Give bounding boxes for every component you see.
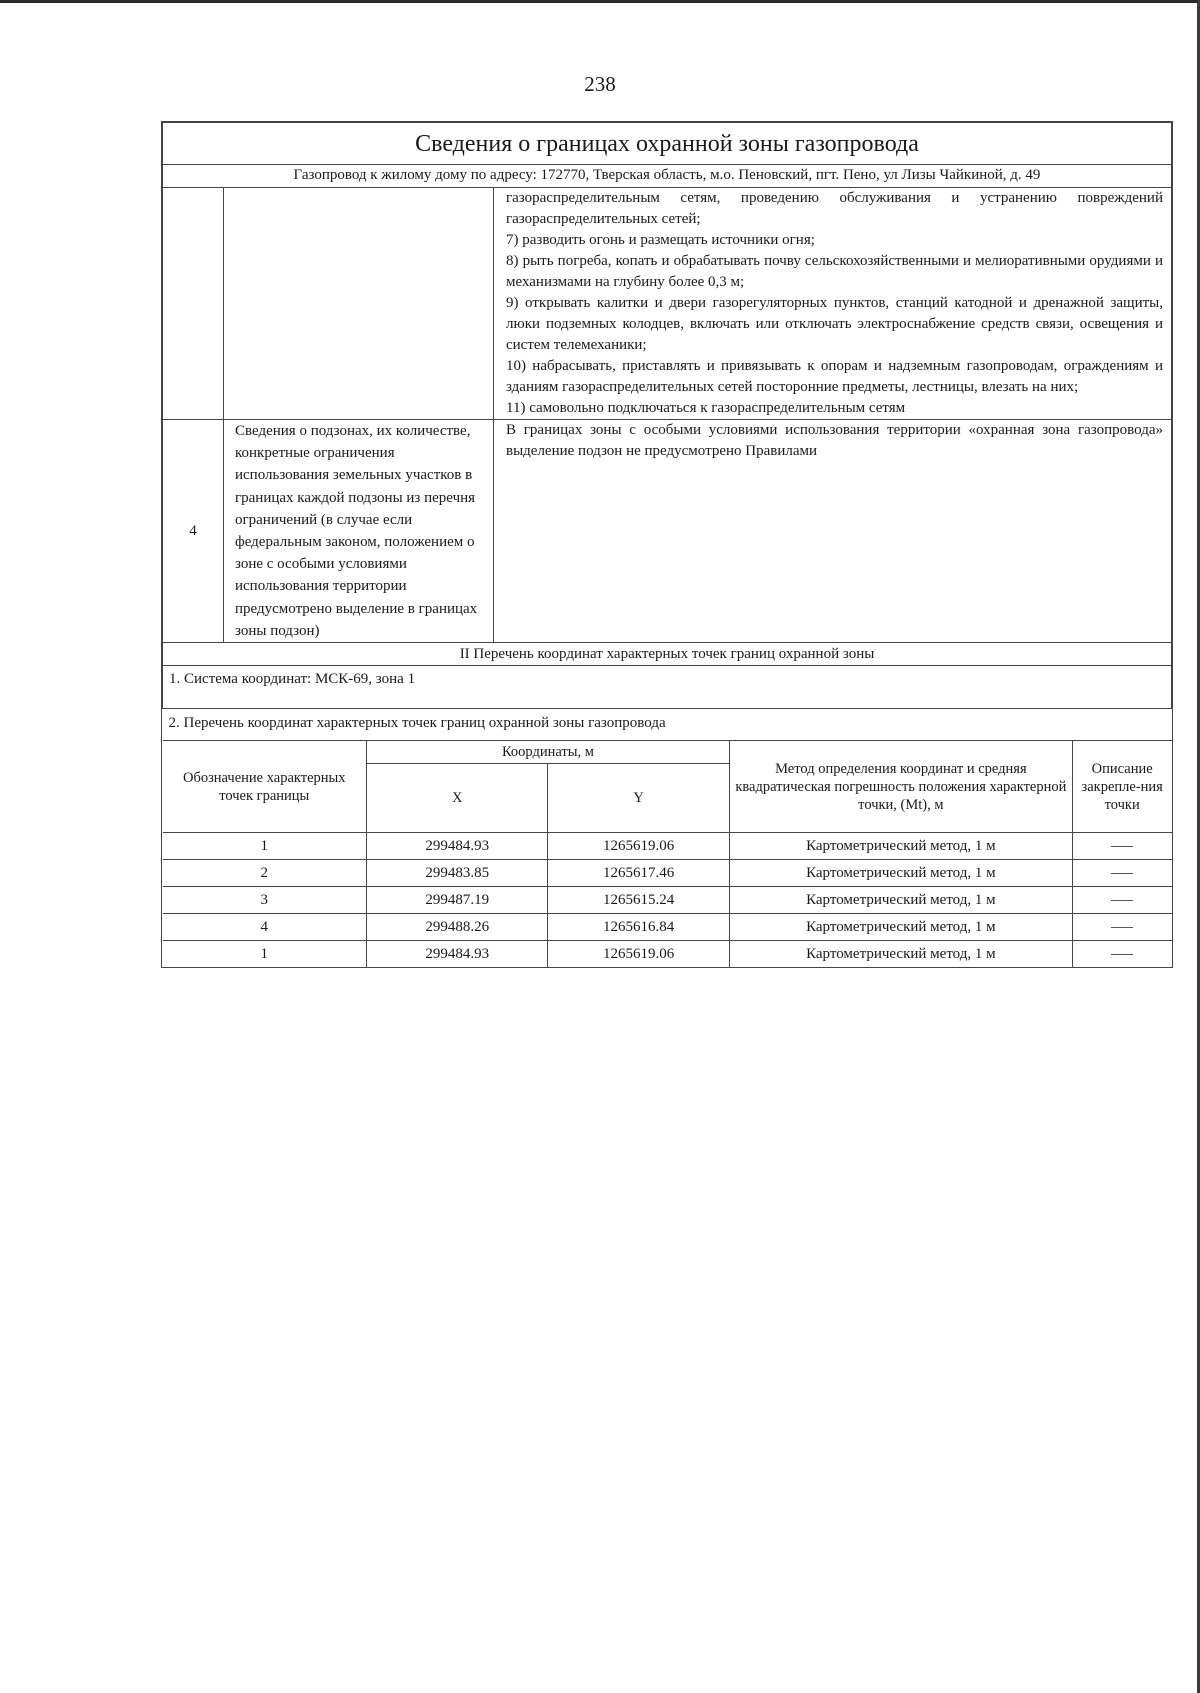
col-header-x: X — [367, 764, 548, 833]
point-id: 1 — [163, 941, 367, 968]
description-dash — [1072, 914, 1171, 941]
restriction-line: 9) открывать калитки и двери газорегуляторных пунктов, станций катодной и дренажной защиты, люки подземных колодцев, включать или отключать электроснабжение средств связи, освещения и систем телемеханики; — [506, 295, 1163, 353]
coordinates-table — [163, 740, 1172, 967]
description-dash — [1072, 833, 1171, 860]
subzones-text: В границах зоны с особыми условиями использования территории «охранная зона газопровода» выделение подзон не предусмотрено Правилами — [494, 420, 1172, 643]
method: Картометрический метод, 1 м — [729, 860, 1072, 887]
table-row — [163, 833, 1172, 860]
col-header-description: Описание закрепле-ния точки — [1072, 741, 1171, 833]
coord-y: 1265619.06 — [548, 941, 729, 968]
section-heading: II Перечень координат характерных точек границ охранной зоны — [163, 643, 1172, 666]
description-dash — [1072, 860, 1171, 887]
col-header-method — [729, 741, 1072, 833]
coord-x: 299488.26 — [367, 914, 548, 941]
dash-icon — [1111, 954, 1133, 955]
subzones-label: Сведения о подзонах, их количестве, конкретные ограничения использования земельных участков в границах каждой подзоны из перечня ограничений (в случае если федеральным законом, положением о зоне с особыми условиями использования территории предусмотрено выделение в границах зоны подзон) — [224, 420, 494, 643]
coord-y: 1265617.46 — [548, 860, 729, 887]
restriction-line: газораспределительным сетям, проведению обслуживания и устранению повреждений газораспределительных сетей; — [506, 190, 1163, 227]
table-row — [163, 941, 1172, 968]
restrictions-row — [163, 188, 1172, 420]
point-id: 3 — [163, 887, 367, 914]
coordinate-system: 1. Система координат: МСК-69, зона 1 — [163, 666, 1172, 709]
dash-icon — [1111, 900, 1133, 901]
restriction-line: 8) рыть погреба, копать и обрабатывать почву сельскохозяйственными и мелиоративными орудиями и механизмами на глубину более 0,3 м; — [506, 253, 1163, 290]
method: Картометрический метод, 1 м — [729, 941, 1072, 968]
document-title: Сведения о границах охранной зоны газопровода — [163, 123, 1172, 165]
coord-x: 299484.93 — [367, 941, 548, 968]
col-header-coords: Координаты, м — [367, 741, 730, 764]
col-header-y: Y — [548, 764, 729, 833]
page-number: 238 — [584, 72, 616, 96]
point-id: 4 — [163, 914, 367, 941]
restriction-line: 10) набрасывать, приставлять и привязывать к опорам и надземным газопроводам, ограждениям и зданиям газораспределительных сетей посторонние предметы, лестницы, влезать на них; — [506, 358, 1163, 395]
subzones-row — [163, 420, 1172, 643]
document-sheet — [161, 121, 1173, 968]
restrictions-text — [494, 188, 1172, 420]
restrictions-number-cell — [163, 188, 224, 420]
point-id: 2 — [163, 860, 367, 887]
point-id: 1 — [163, 833, 367, 860]
coordinates-list-title: 2. Перечень координат характерных точек границ охранной зоны газопровода — [168, 715, 666, 732]
description-dash — [1072, 941, 1171, 968]
dash-icon — [1111, 873, 1133, 874]
coord-y: 1265619.06 — [548, 833, 729, 860]
dash-icon — [1111, 927, 1133, 928]
restriction-line: 7) разводить огонь и размещать источники огня; — [506, 232, 815, 248]
restriction-line: 11) самовольно подключаться к газораспределительным сетям — [506, 400, 906, 416]
method: Картометрический метод, 1 м — [729, 833, 1072, 860]
coord-x: 299484.93 — [367, 833, 548, 860]
restrictions-label-cell — [224, 188, 494, 420]
coord-x: 299483.85 — [367, 860, 548, 887]
coord-y: 1265616.84 — [548, 914, 729, 941]
method: Картометрический метод, 1 м — [729, 887, 1072, 914]
coord-y: 1265615.24 — [548, 887, 729, 914]
scan-border-top — [0, 0, 1200, 3]
document-subtitle: Газопровод к жилому дому по адресу: 172770, Тверская область, м.о. Пеновский, пгт. Пено, ул Лизы Чайкиной, д. 49 — [163, 165, 1172, 188]
method-header-text: Метод определения координат и средняя квадратическая погрешность положения характерной точки, (Mt), м — [735, 760, 1067, 813]
method: Картометрический метод, 1 м — [729, 914, 1072, 941]
coord-x: 299487.19 — [367, 887, 548, 914]
table-row — [163, 887, 1172, 914]
main-table — [162, 122, 1172, 967]
row-number: 4 — [163, 420, 224, 643]
col-header-point: Обозначение характерных точек границы — [163, 741, 367, 833]
table-row — [163, 914, 1172, 941]
table-row — [163, 860, 1172, 887]
description-dash — [1072, 887, 1171, 914]
dash-icon — [1111, 846, 1133, 847]
